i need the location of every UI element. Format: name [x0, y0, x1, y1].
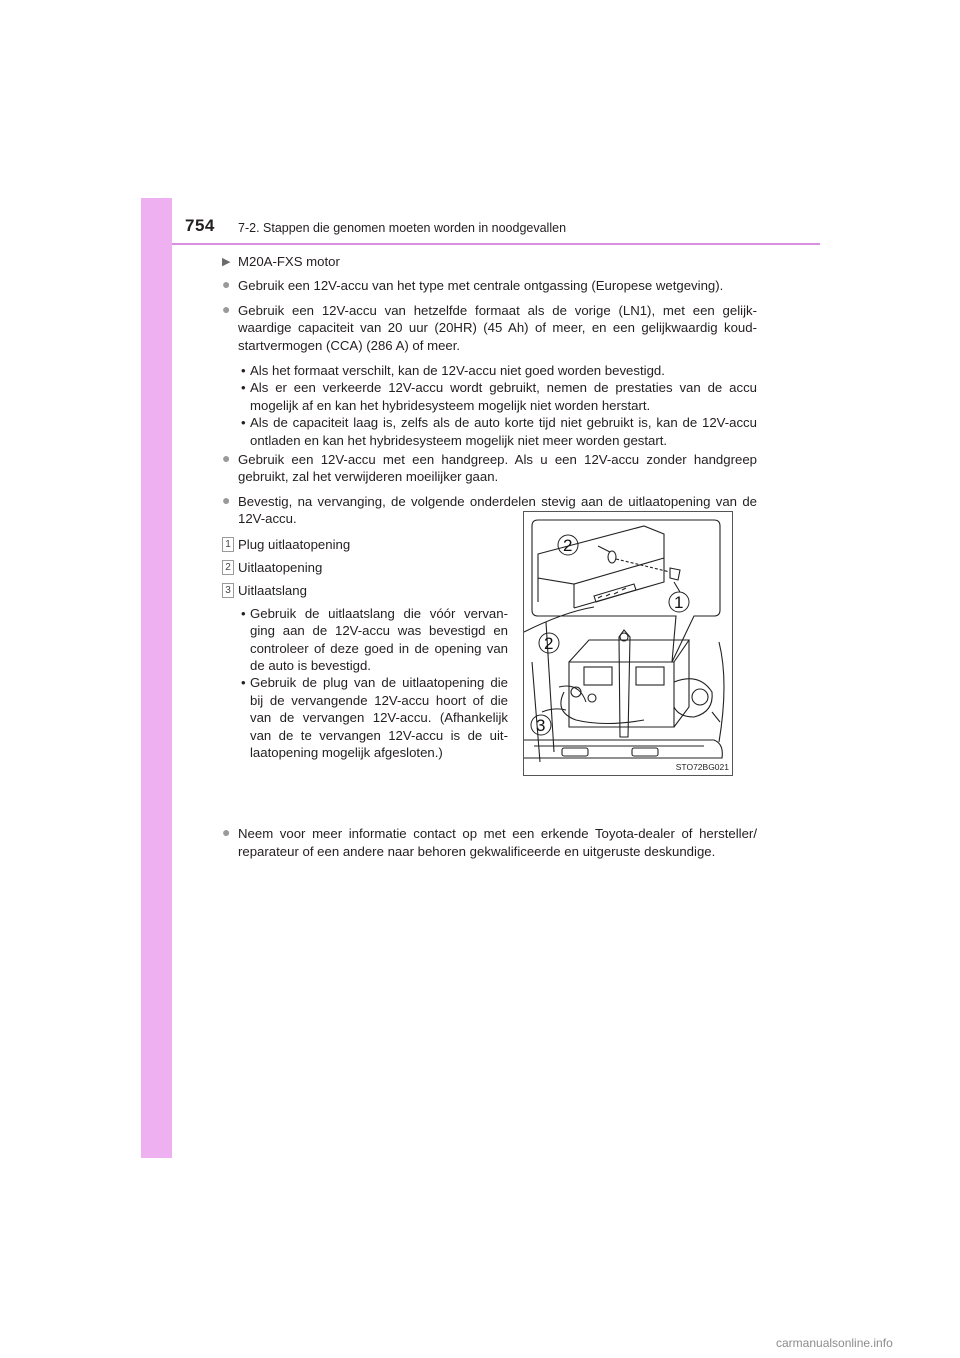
header-divider: [172, 243, 820, 245]
callout-label: 3: [536, 716, 546, 735]
watermark: carmanualsonline.info: [776, 1336, 893, 1350]
sub-bullet-item: • Als het formaat verschilt, kan de 12V-accu niet goed worden bevestigd.: [241, 363, 665, 379]
part-item: 1 Plug uitlaatopening: [222, 536, 757, 553]
figure-code: STO72BG021: [675, 762, 729, 772]
list-item: ● Neem voor meer informatie contact op met een erkende Toyota-dealer of hersteller/ reparateur of een andere naar behoren gekwalificeerde en uitgeruste deskundige.: [222, 824, 757, 859]
number-badge: 2: [222, 560, 234, 575]
part-bullet-list: [222, 605, 508, 762]
circle-bullet-icon: ●: [222, 491, 231, 508]
circle-bullet-icon: ●: [222, 450, 231, 467]
part-item: 2 Uitlaatopening: [222, 559, 757, 576]
engine-bay-drawing: [524, 512, 732, 775]
sidebar-tab: [141, 198, 172, 1158]
list-item: ● Gebruik een 12V-accu van het type met centrale ontgassing (Europese wetgeving).: [222, 276, 724, 294]
list-item: ● Gebruik een 12V-accu van hetzelfde formaat als de vorige (LN1), met een gelijk-waardige capaciteit van 20 uur (20HR) (45 Ah) of meer, en een gelijkwaardig koud-startvermogen (CCA) (286 A) of meer.: [222, 300, 757, 353]
callout-label: 2: [544, 634, 554, 653]
callout-label: 2: [563, 536, 573, 555]
battery-vent-illustration: [523, 511, 733, 776]
circle-bullet-icon: ●: [222, 300, 231, 317]
sub-bullet-item: • Als er een verkeerde 12V-accu wordt gebruikt, nemen de prestaties van de accu mogelijk af en kan het hybridesysteem mogelijk niet worden herstart.: [241, 380, 757, 413]
circle-bullet-icon: ●: [222, 824, 231, 841]
section-title: 7-2. Stappen die genomen moeten worden in noodgevallen: [238, 221, 567, 235]
list-item: ● Gebruik een 12V-accu met een handgreep. Als u een 12V-accu zonder handgreep gebruikt, zal het verwijderen moeilijker gaan.: [222, 450, 757, 485]
callout-label: 1: [674, 593, 684, 612]
triangle-arrow-icon: ▶: [222, 256, 231, 268]
sub-bullet-item: • Gebruik de plug van de uitlaatopening die bij de vervangende 12V-accu hoort of die van de vervangen 12V-accu. (Afhankelijk van de te vervangen 12V-accu is de uit-laatopening mogelijk afgesloten.): [241, 675, 508, 760]
sub-bullet-item: • Gebruik de uitlaatslang die vóór vervan-ging aan de 12V-accu was bevestigd en controleer of deze goed in de opening van de auto is bevestigd.: [241, 605, 508, 673]
circle-bullet-icon: ●: [222, 276, 231, 293]
list-item: ● Bevestig, na vervanging, de volgende onderdelen stevig aan de uitlaatopening van de 12V-accu.: [222, 491, 757, 527]
number-badge: 3: [222, 583, 234, 598]
page-number: 754: [185, 216, 215, 235]
part-item: 3 Uitlaatslang: [222, 582, 757, 599]
sub-bullet-list: [222, 362, 757, 449]
number-badge: 1: [222, 537, 234, 552]
engine-heading: ▶ M20A-FXS motor: [222, 253, 757, 270]
sub-bullet-item: • Als de capaciteit laag is, zelfs als de auto korte tijd niet gebruikt is, kan de 12V-accu ontladen en kan het hybridesysteem mogelijk niet meer worden gestart.: [241, 415, 757, 448]
